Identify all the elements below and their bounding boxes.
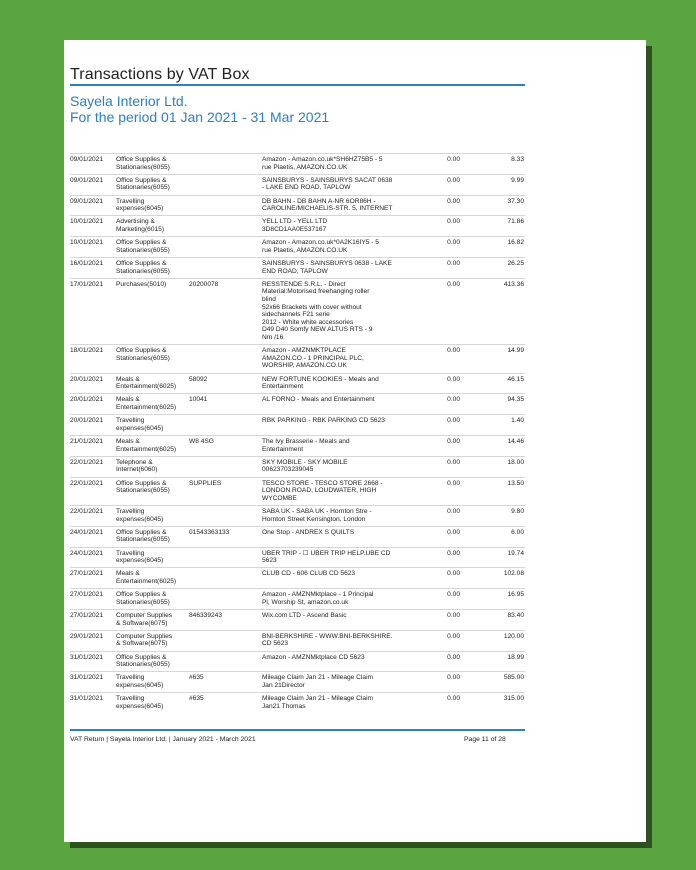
date-cell: 22/01/2021 [70,479,104,487]
vat-cell: 0.00 [447,479,460,487]
reference-cell: 01543363133 [189,528,230,536]
description-cell: Mileage Claim Jan 21 - Mileage Claim Jan 21Director [262,674,374,689]
reference-cell: 10041 [189,396,208,404]
date-cell: 09/01/2021 [70,197,104,205]
description-cell: CLUB CD - 606 CLUB CD 5623 [262,570,356,578]
table-row [70,567,525,588]
table-row [70,526,525,547]
account-cell: Office Supplies & Stationaries(6055) [116,347,170,362]
date-cell: 21/01/2021 [70,437,104,445]
net-amount-cell: 83.40 [507,611,524,619]
date-cell: 22/01/2021 [70,458,104,466]
account-cell: Office Supplies & Stationaries(6055) [116,259,170,275]
date-cell: 27/01/2021 [70,611,104,619]
reference-cell: W8 4SG [189,437,214,445]
vat-cell: 0.00 [447,218,460,226]
account-cell: Travelling expenses(6045) [116,695,164,710]
vat-cell: 0.00 [447,280,460,288]
description-cell: NEW FORTUNE KOOKIES - Meals and Entertainment [262,375,379,391]
table-row [70,236,525,257]
net-amount-cell: 19.74 [507,549,524,557]
vat-cell: 0.00 [447,197,460,205]
description-cell: RESSTENDE S.R.L. - Direct Material:Motorised freehanging roller blind 52x66 Brackets with cover without sidechannels F21 serie 2012 - White white accessories D49 D40 Somfy NEW ALTUS RTS - 9 Nm /16 [262,280,373,341]
account-cell: Travelling expenses(6045) [116,507,164,523]
page-number: Page 11 of 28 [464,736,506,743]
table-row [70,477,525,505]
date-cell: 18/01/2021 [70,347,104,355]
footer-text: VAT Return | Sayela Interior Ltd. | January 2021 - March 2021 [70,736,256,743]
description-cell: The Ivy Brasserie - Meals and Entertainment [262,437,350,453]
date-cell: 27/01/2021 [70,591,104,599]
account-cell: Travelling expenses(6045) [116,197,164,213]
report-period: For the period 01 Jan 2021 - 31 Mar 2021 [70,109,330,125]
table-row [70,414,525,435]
description-cell: DB BAHN - DB BAHN A-NR 6OR86H - CAROLINE/MICHAELIS-STR. 5, INTERNET [262,197,393,213]
vat-cell: 0.00 [447,176,460,184]
vat-cell: 0.00 [447,591,460,599]
description-cell: UBER TRIP - ☐ UBER TRIP HELP.UBE CD 5623 [262,549,391,565]
reference-cell: 846339243 [189,611,223,619]
date-cell: 31/01/2021 [70,695,104,703]
description-cell: Mileage Claim Jan 21 - Mileage Claim Jan21 Thomas [262,695,374,710]
vat-cell: 0.00 [447,437,460,445]
account-cell: Office Supplies & Stationaries(6055) [116,591,170,606]
reference-cell: 58092 [189,375,208,383]
vat-cell: 0.00 [447,507,460,515]
description-cell: YELL LTD - YELL LTD 3D8CD1AA0E537167 [262,218,328,233]
net-amount-cell: 18.99 [507,653,524,661]
description-cell: AL FORNO - Meals and Entertainment [262,396,375,404]
net-amount-cell: 71.86 [507,218,524,226]
net-amount-cell: 14.46 [507,437,524,445]
description-cell: TESCO STORE - TESCO STORE 2668 - LONDON ROAD, LOUDWATER, HIGH WYCOMBE [262,479,383,502]
account-cell: Telephone & Internet(6060) [116,458,158,474]
account-cell: Travelling expenses(6045) [116,417,164,432]
date-cell: 24/01/2021 [70,549,104,557]
vat-cell: 0.00 [447,674,460,682]
vat-cell: 0.00 [447,528,460,536]
account-cell: Computer Supplies & Software(6075) [116,611,173,627]
table-row [70,153,525,174]
vat-cell: 0.00 [447,632,460,640]
account-cell: Office Supplies & Stationaries(6055) [116,176,170,192]
table-row [70,547,525,568]
date-cell: 20/01/2021 [70,417,104,425]
account-cell: Advertising & Marketing(6015) [116,218,165,233]
description-cell: Amazon - AMZNMktplace CD 5623 [262,653,365,661]
table-row [70,692,525,713]
account-cell: Meals & Entertainment(6025) [116,396,177,411]
net-amount-cell: 14.99 [507,347,524,355]
date-cell: 16/01/2021 [70,259,104,267]
vat-cell: 0.00 [447,396,460,404]
table-row [70,195,525,216]
net-amount-cell: 9.80 [511,507,524,515]
description-cell: Amazon - Amazon.co.uk*0A2K16IY5 - 5 rue Plaetis, AMAZON.CO.UK [262,239,379,254]
reference-cell: SUPPLIES [189,479,222,487]
net-amount-cell: 26.25 [507,259,524,267]
date-cell: 31/01/2021 [70,674,104,682]
date-cell: 22/01/2021 [70,507,104,515]
date-cell: 09/01/2021 [70,156,104,163]
vat-cell: 0.00 [447,549,460,557]
account-cell: Office Supplies & Stationaries(6055) [116,156,170,171]
table-row [70,393,525,414]
company-name: Sayela Interior Ltd. [70,93,188,109]
vat-cell: 0.00 [447,611,460,619]
description-cell: SAINSBURYS - SAINSBURYS SACAT 0638 - LAKE END ROAD, TAPLOW [262,176,393,192]
net-amount-cell: 102.08 [503,570,524,578]
date-cell: 31/01/2021 [70,653,104,661]
description-cell: One Stop - ANDREX S QUILTS [262,528,355,536]
date-cell: 10/01/2021 [70,218,104,226]
net-amount-cell: 94.35 [507,396,524,404]
date-cell: 27/01/2021 [70,570,104,578]
description-cell: RBK PARKING - RBK PARKING CD 5623 [262,417,385,425]
account-cell: Computer Supplies & Software(6075) [116,632,173,648]
account-cell: Office Supplies & Stationaries(6055) [116,239,170,254]
account-cell: Meals & Entertainment(6025) [116,375,177,391]
date-cell: 20/01/2021 [70,375,104,383]
vat-cell: 0.00 [447,653,460,661]
table-row [70,609,525,630]
table-row [70,456,525,477]
net-amount-cell: 8.33 [511,156,524,163]
description-cell: SKY MOBILE - SKY MOBILE 00623703239045 [262,458,348,474]
description-cell: SABA UK - SABA UK - Hornton Stre - Hornton Street Kensington, London [262,507,372,523]
table-row [70,174,525,195]
date-cell: 20/01/2021 [70,396,104,404]
account-cell: Meals & Entertainment(6025) [116,437,177,453]
description-cell: Wix.com LTD - Ascend Basic [262,611,347,619]
vat-cell: 0.00 [447,239,460,247]
net-amount-cell: 18.00 [507,458,524,466]
table-row [70,671,525,692]
table-row [70,651,525,672]
net-amount-cell: 120.00 [503,632,524,640]
vat-cell: 0.00 [447,156,460,163]
net-amount-cell: 13.50 [507,479,524,487]
table-row [70,215,525,236]
account-cell: Travelling expenses(6045) [116,549,164,565]
table-row [70,588,525,609]
vat-cell: 0.00 [447,570,460,578]
vat-cell: 0.00 [447,347,460,355]
account-cell: Meals & Entertainment(6025) [116,570,177,585]
description-cell: SAINSBURYS - SAINSBURYS 0638 - LAKE END ROAD, TAPLOW [262,259,392,275]
date-cell: 29/01/2021 [70,632,104,640]
title-divider [70,84,525,86]
table-row [70,435,525,456]
net-amount-cell: 1.40 [511,417,524,425]
reference-cell: 20200078 [189,280,219,288]
vat-cell: 0.00 [447,259,460,267]
description-cell: Amazon - AMZNMKTPLACE AMAZON.CO - 1 PRINCIPAL PLC, WORSHIP, AMAZON.CO.UK [262,347,364,370]
net-amount-cell: 46.15 [507,375,524,383]
date-cell: 10/01/2021 [70,239,104,247]
account-cell: Purchases(5010) [116,280,167,288]
table-row [70,344,525,372]
net-amount-cell: 315.00 [503,695,524,703]
account-cell: Travelling expenses(6045) [116,674,164,689]
net-amount-cell: 37.30 [507,197,524,205]
net-amount-cell: 16.95 [507,591,524,599]
description-cell: BNI-BERKSHIRE - WWW.BNI-BERKSHIRE. CD 5623 [262,632,393,648]
table-row [70,257,525,278]
table-row [70,505,525,526]
transactions-table [70,153,525,713]
table-row [70,278,525,344]
account-cell: Office Supplies & Stationaries(6055) [116,528,170,544]
description-cell: Amazon - Amazon.co.uk*SH6HZ75B5 - 5 rue Plaetis, AMAZON.CO.UK [262,156,383,171]
report-title: Transactions by VAT Box [70,66,250,83]
table-row [70,373,525,394]
vat-cell: 0.00 [447,695,460,703]
vat-cell: 0.00 [447,458,460,466]
reference-cell: #635 [189,674,204,682]
account-cell: Office Supplies & Stationaries(6055) [116,479,170,495]
net-amount-cell: 413.36 [503,280,524,288]
date-cell: 24/01/2021 [70,528,104,536]
net-amount-cell: 585.00 [503,674,524,682]
vat-cell: 0.00 [447,375,460,383]
date-cell: 09/01/2021 [70,176,104,184]
table-row [70,630,525,651]
reference-cell: #635 [189,695,204,703]
description-cell: Amazon - AMZNMktplace - 1 Principal Pl, Worship St, amazon.co.uk [262,591,374,606]
net-amount-cell: 16.82 [507,239,524,247]
net-amount-cell: 6.00 [511,528,524,536]
vat-cell: 0.00 [447,417,460,425]
account-cell: Office Supplies & Stationaries(6055) [116,653,170,669]
net-amount-cell: 9.99 [511,176,524,184]
date-cell: 17/01/2021 [70,280,104,288]
footer-divider [70,729,525,731]
